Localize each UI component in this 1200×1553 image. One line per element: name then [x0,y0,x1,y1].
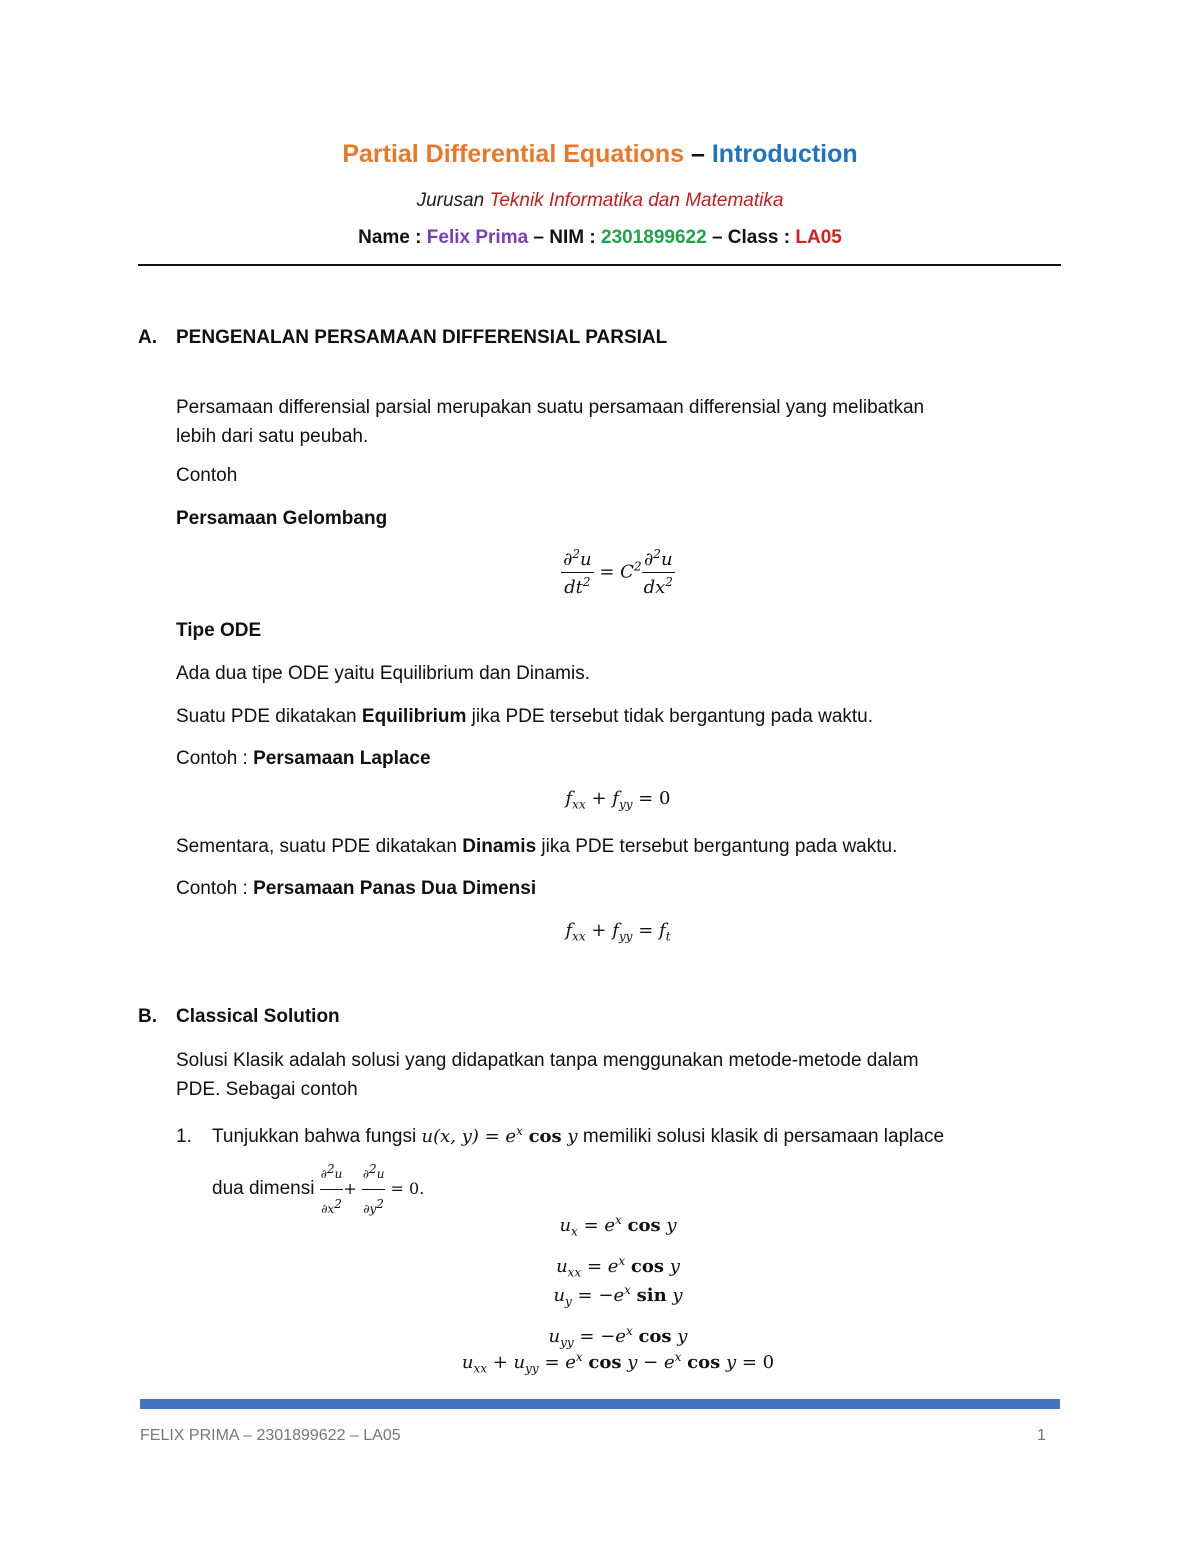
contoh-label: Contoh [176,465,238,486]
section-a-heading [138,327,667,349]
list-item-number: 1. [176,1126,192,1147]
name-value: Felix Prima [426,227,529,248]
section-b-intro-line1: Solusi Klasik adalah solusi yang didapatkan tanpa menggunakan metode-metode dalam [176,1050,919,1071]
equilibrium-definition [176,702,873,731]
equilibrium-post: jika PDE tersebut tidak bergantung pada waktu. [466,706,874,727]
subtitle-part1: Jurusan [416,190,490,211]
contoh-panas-pre: Contoh : [176,878,254,899]
heat-equation: $f_{xx} + f_{yy} = f_t$ [565,920,671,944]
dinamis-post: jika PDE tersebut bergantung pada waktu. [536,836,898,857]
list-item-post: memiliki solusi klasik di persamaan laplace [577,1126,945,1147]
section-b-heading [138,1006,340,1028]
section-a-intro [176,393,924,451]
nim-label: – NIM : [528,227,601,248]
contoh-panas [176,874,536,903]
nim-value: 2301899622 [601,227,707,248]
class-label: – Class : [706,227,796,248]
equilibrium-term: Equilibrium [361,706,467,727]
list-item-1: 1. Tunjukkan bahwa fungsi u(x, $y) = e^x$ cos y memiliki solusi klasik di persamaan laplace dua dimensi $\frac{\partial^2u}{\partial x^2}$ + $\frac{\partial^2u}{\partial y^2}$ = 0. [176,1124,945,1216]
document-subtitle [0,190,1200,212]
section-a-intro-line2: lebih dari satu peubah. [176,426,369,447]
dinamis-pre: Sementara, suatu PDE dikatakan [176,836,463,857]
contoh-panas-term: Persamaan Panas Dua Dimensi [253,878,537,899]
list-item-line2-pre: dua dimensi [212,1178,320,1199]
header-divider [138,264,1061,266]
wave-equation-heading: Persamaan Gelombang [176,508,388,529]
section-a-intro-line1: Persamaan differensial parsial merupakan suatu persamaan differensial yang melibatkan [176,397,925,418]
page-number: 1 [1037,1427,1046,1444]
dinamis-definition [176,832,897,861]
document-title [0,140,1200,169]
section-a-letter: A. [138,327,157,348]
contoh-laplace-pre: Contoh : [176,748,254,769]
tipe-ode-heading: Tipe ODE [176,620,262,641]
section-a-title: PENGENALAN PERSAMAAN DIFFERENSIAL PARSIAL [176,327,668,348]
derivatives-x: $u_x = e^x$ cos y $u_{xx} = e^x$ cos y [556,1213,680,1280]
section-b-intro [176,1046,919,1104]
section-b-intro-line2: PDE. Sebagai contoh [176,1079,358,1100]
title-separator: – [684,140,712,168]
footer-bar [140,1399,1060,1409]
dinamis-term: Dinamis [462,836,537,857]
title-part1: Partial Differential Equations [342,140,685,168]
title-part2: Introduction [711,140,858,168]
laplace-equation: $f_{xx} + f_{yy} = 0$ [565,788,671,812]
wave-equation: $\frac{\partial^2u}{dt^2}$ = $C^2$ $\frac{\partial^2u}{dx^2}$ [563,547,673,598]
footer-author: FELIX PRIMA – 2301899622 – LA05 [140,1427,401,1444]
class-value: LA05 [795,227,842,248]
derivatives-y: $u_y = -e^x$ sin y $u_{yy} = -e^x$ cos y [548,1283,688,1350]
list-item-pre: Tunjukkan bahwa fungsi [212,1126,422,1147]
name-label: Name : [358,227,427,248]
laplace-verification: $u_{xx} + u_{yy} = e^x$ $\cos y - e^x$ cos y = 0 [461,1350,775,1376]
section-b-letter: B. [138,1006,157,1027]
section-b-title: Classical Solution [176,1006,340,1027]
student-info-line [0,227,1200,249]
subtitle-part2: Teknik Informatika dan Matematika [489,190,784,211]
tipe-ode-text: Ada dua tipe ODE yaitu Equilibrium dan Dinamis. [176,663,590,684]
contoh-laplace [176,744,431,773]
equilibrium-pre: Suatu PDE dikatakan [176,706,362,727]
contoh-laplace-term: Persamaan Laplace [253,748,431,769]
